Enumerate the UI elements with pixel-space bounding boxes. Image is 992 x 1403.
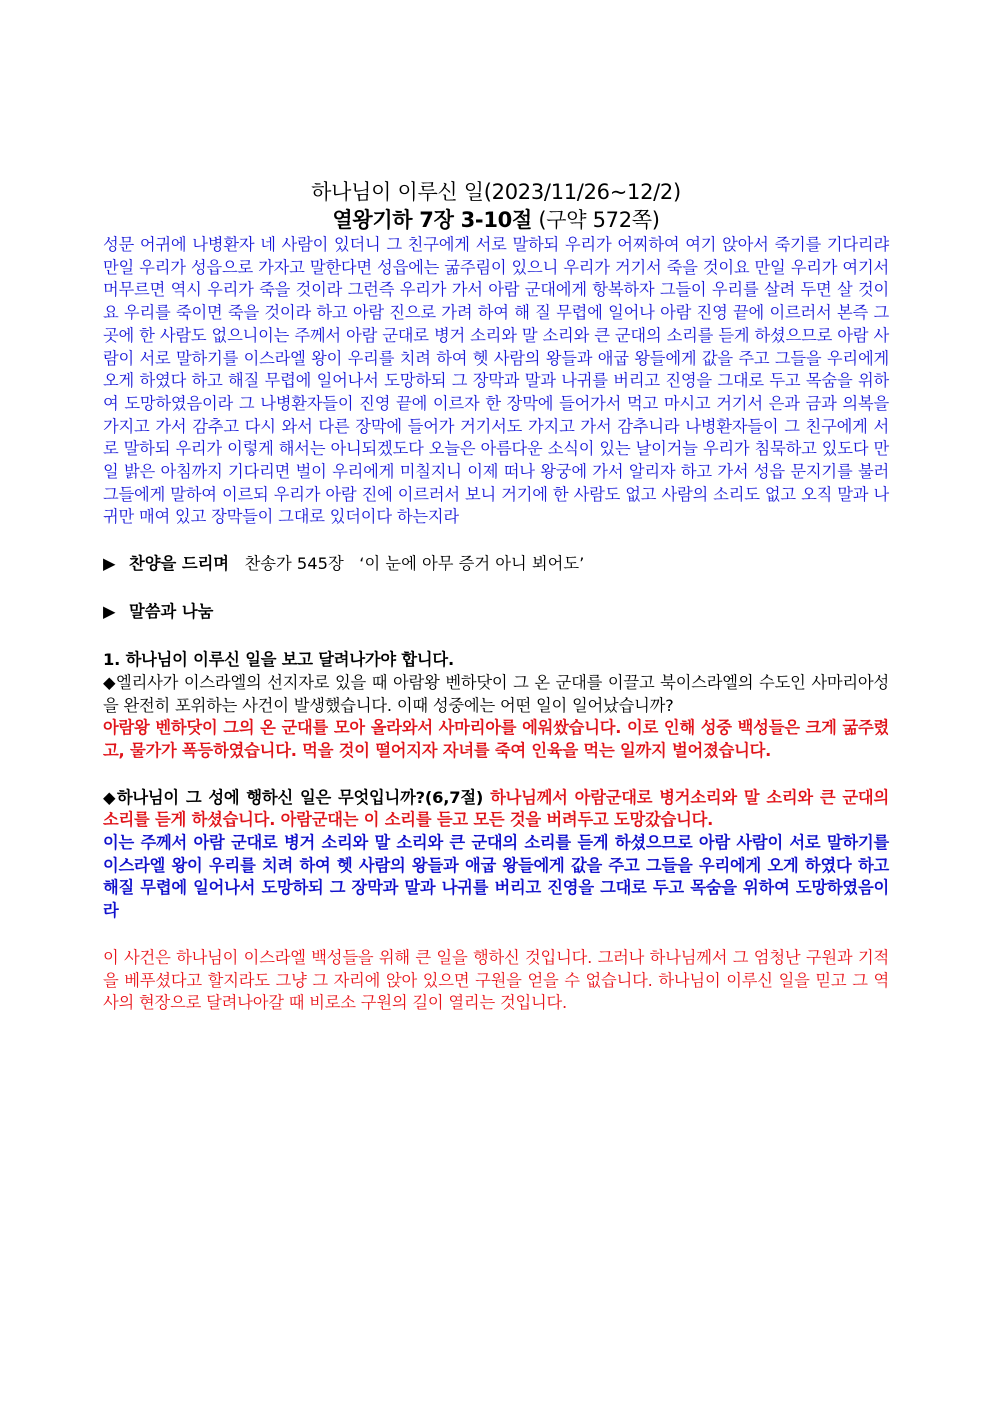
- answer-2: 하나님께서 아람군대로 병거소리와 말 소리와 큰 군대의 소리를 듣게 하셨습니다. 아람군대는 이 소리를 듣고 모든 것을 버려두고 도망갔습니다.: [103, 787, 889, 830]
- verse-quote: 이는 주께서 아람 군대로 병거 소리와 말 소리와 큰 군대의 소리를 듣게 하셨으므로 아람 사람이 서로 말하기를 이스라엘 왕이 우리를 치려 하여 헷 사람의 왕들과 애굽 왕들에게 값을 주고 그들을 우리에게 오게 하였다 하고 해질 무렵에 일어나서 도망하되 그 장막과 말과 나귀를 버리고 진영을 그대로 두고 목숨을 위하여 도망하였음이라: [103, 833, 889, 921]
- question-2-block: [103, 787, 889, 832]
- page-subtitle: [103, 206, 889, 234]
- triangle-right-icon: ▶: [103, 554, 116, 574]
- praise-line: [103, 553, 889, 575]
- hymn-title: ‘이 눈에 아무 증거 아니 뵈어도’: [359, 554, 585, 574]
- passage-reference: 열왕기하 7장 3-10절: [332, 208, 532, 232]
- answer-1: 아람왕 벤하닷이 그의 온 군대를 모아 올라와서 사마리아를 에워쌌습니다. 이로 인해 성중 백성들은 크게 굶주렸고, 물가가 폭등하였습니다. 먹을 것이 떨어지자 자녀를 죽여 인육을 먹는 일까지 벌어졌습니다.: [103, 718, 889, 760]
- commentary: 이 사건은 하나님이 이스라엘 백성들을 위해 큰 일을 행하신 것입니다. 그러나 하나님께서 그 엄청난 구원과 기적을 베푸셨다고 할지라도 그냥 그 자리에 앉아 있으면 구원을 얻을 수 없습니다. 하나님이 이루신 일을 믿고 그 역사의 현장으로 달려나아갈 때 비로소 구원의 길이 열리는 것입니다.: [103, 947, 889, 1013]
- document-page: [103, 178, 889, 1015]
- praise-label: 찬양을 드리며: [129, 554, 230, 574]
- point-heading: 1. 하나님이 이루신 일을 보고 달려나가야 합니다.: [103, 650, 454, 670]
- sharing-line: [103, 601, 889, 623]
- sharing-label: 말씀과 나눔: [129, 602, 214, 622]
- triangle-right-icon: ▶: [103, 602, 116, 622]
- hymn-number: 찬송가 545장: [244, 554, 344, 574]
- question-1: ◆엘리사가 이스라엘의 선지자로 있을 때 아람왕 벤하닷이 그 온 군대를 이끌고 북이스라엘의 수도인 사마리아성을 완전히 포위하는 사건이 발생했습니다. 이때 성중에는 어떤 일이 일어났습니까?: [103, 672, 889, 715]
- scripture-text: 성문 어귀에 나병환자 네 사람이 있더니 그 친구에게 서로 말하되 우리가 어찌하여 여기 앉아서 죽기를 기다리랴 만일 우리가 성읍으로 가자고 말한다면 성읍에는 굶주림이 있으니 우리가 거기서 죽을 것이요 만일 우리가 여기서 머무르면 역시 우리가 죽을 것이라 그런즉 우리가 가서 아람 군대에게 항복하자 그들이 우리를 살려 두면 살 것이요 우리를 죽이면 죽을 것이라 하고 아람 진으로 가려 하여 해 질 무렵에 일어나 아람 진영 끝에 이르러서 본즉 그 곳에 한 사람도 없으니이는 주께서 아람 군대로 병거 소리와 말 소리와 큰 군대의 소리를 듣게 하셨으므로 아람 사람이 서로 말하기를 이스라엘 왕이 우리를 치려 하여 헷 사람의 왕들과 애굽 왕들에게 값을 주고 그들을 우리에게 오게 하였다 하고 해질 무렵에 일어나서 도망하되 그 장막과 말과 나귀를 버리고 진영을 그대로 두고 목숨을 위하여 도망하였음이라 그 나병환자들이 진영 끝에 이르자 한 장막에 들어가서 먹고 마시고 거기서 은과 금과 의복을 가지고 가서 감추고 다시 와서 다른 장막에 들어가 거기서도 가지고 가서 감추니라 나병환자들이 그 친구에게 서로 말하되 우리가 이렇게 해서는 아니되겠도다 오늘은 아름다운 소식이 있는 날이거늘 우리가 침묵하고 있도다 만일 밝은 아침까지 기다리면 벌이 우리에게 미칠지니 이제 떠나 왕궁에 가서 알리자 하고 가서 성읍 문지기를 불러 그들에게 말하여 이르되 우리가 아람 진에 이르러서 보니 거기에 한 사람도 없고 사람의 소리도 없고 오직 말과 나귀만 매여 있고 장막들이 그대로 있더이다 하는지라: [103, 235, 889, 527]
- page-reference: (구약 572쪽): [531, 208, 660, 232]
- question-2: ◆하나님이 그 성에 행하신 일은 무엇입니까?(6,7절): [103, 787, 484, 807]
- page-title: 하나님이 이루신 일(2023/11/26~12/2): [311, 180, 681, 204]
